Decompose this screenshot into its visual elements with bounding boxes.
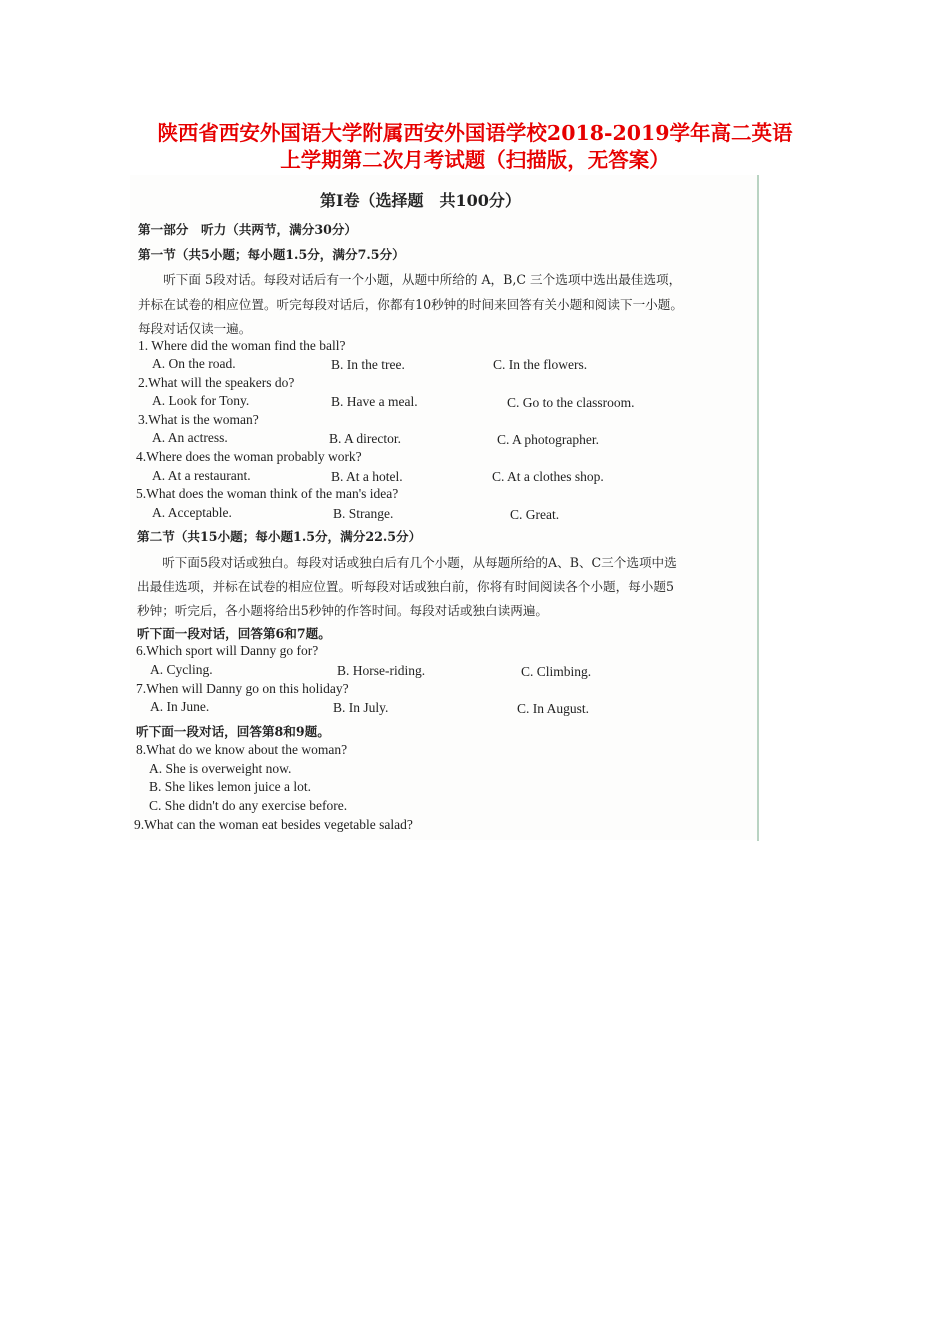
section2-instruction: 听下面5段对话或独白。每段对话或独白后有几个小题，从每题所给的A、B、C三个选项中选	[137, 555, 677, 570]
option-c: C. Great.	[510, 507, 560, 522]
question-stem: 1. Where did the woman find the ball?	[138, 338, 346, 353]
question-stem: 7.When will Danny go on this holiday?	[136, 681, 349, 696]
option-c: C. In August.	[517, 701, 590, 716]
option-b: B. A director.	[329, 431, 401, 446]
dialog-instruction: 听下面一段对话，回答第6和7题。	[137, 626, 331, 641]
section1-instruction: 每段对话仅读一遍。	[138, 321, 252, 336]
question-stem: 9.What can the woman eat besides vegetable salad?	[134, 817, 413, 832]
scan-edge	[757, 175, 759, 841]
option-a: A. Cycling.	[150, 662, 213, 677]
document-title-line-2: 上学期第二次月考试题（扫描版，无答案）	[280, 148, 670, 172]
option-b: B. At a hotel.	[331, 469, 403, 484]
section2-instruction: 出最佳选项，并标在试卷的相应位置。听每段对话或独白前，你将有时间阅读各个小题，每小题5	[137, 579, 674, 594]
option-b: B. In July.	[333, 700, 389, 715]
section2-instruction: 秒钟；听完后，各小题将给出5秒钟的作答时间。每段对话或独白读两遍。	[137, 603, 549, 618]
option-c: C. A photographer.	[497, 432, 599, 447]
option-c: C. Go to the classroom.	[507, 395, 635, 410]
option-b: B. She likes lemon juice a lot.	[149, 779, 311, 794]
option-a: A. In June.	[150, 699, 210, 714]
option-b: B. Have a meal.	[331, 394, 418, 409]
question-stem: 2.What will the speakers do?	[138, 375, 295, 390]
option-b: B. Horse-riding.	[337, 663, 426, 678]
dialog-instruction: 听下面一段对话，回答第8和9题。	[136, 724, 330, 739]
part1-heading: 第一部分 听力（共两节，满分30分）	[138, 222, 358, 237]
option-c: C. She didn't do any exercise before.	[149, 798, 348, 813]
option-a: A. Look for Tony.	[152, 393, 250, 408]
option-a: A. At a restaurant.	[152, 468, 251, 483]
option-a: A. Acceptable.	[152, 505, 232, 520]
document-title	[0, 120, 950, 174]
question-stem: 5.What does the woman think of the man's idea?	[136, 486, 399, 501]
option-c: C. In the flowers.	[493, 357, 588, 372]
question-stem: 6.Which sport will Danny go for?	[136, 643, 319, 658]
option-c: C. At a clothes shop.	[492, 469, 604, 484]
option-c: C. Climbing.	[521, 664, 592, 679]
question-stem: 4.Where does the woman probably work?	[136, 449, 362, 464]
section1-instruction: 听下面 5段对话。每段对话后有一个小题，从题中所给的 A，B,C 三个选项中选出最佳选项，	[138, 272, 682, 287]
question-stem: 8.What do we know about the woman?	[136, 742, 348, 757]
option-b: B. Strange.	[333, 506, 394, 521]
section1-heading: 第一节（共5小题；每小题1.5分，满分7.5分）	[138, 247, 405, 262]
volume-heading: 第Ⅰ卷（选择题 共100分）	[320, 191, 521, 210]
question-stem: 3.What is the woman?	[138, 412, 259, 427]
option-a: A. An actress.	[152, 430, 228, 445]
option-a: A. She is overweight now.	[149, 761, 292, 776]
option-a: A. On the road.	[152, 356, 236, 371]
option-b: B. In the tree.	[331, 357, 405, 372]
section2-heading: 第二节（共15小题；每小题1.5分，满分22.5分）	[137, 529, 422, 544]
document-title-line-1: 陕西省西安外国语大学附属西安外国语学校2018-2019学年高二英语	[157, 121, 793, 145]
section1-instruction: 并标在试卷的相应位置。听完每段对话后，你都有10秒钟的时间来回答有关小题和阅读下一小题。	[138, 297, 683, 312]
